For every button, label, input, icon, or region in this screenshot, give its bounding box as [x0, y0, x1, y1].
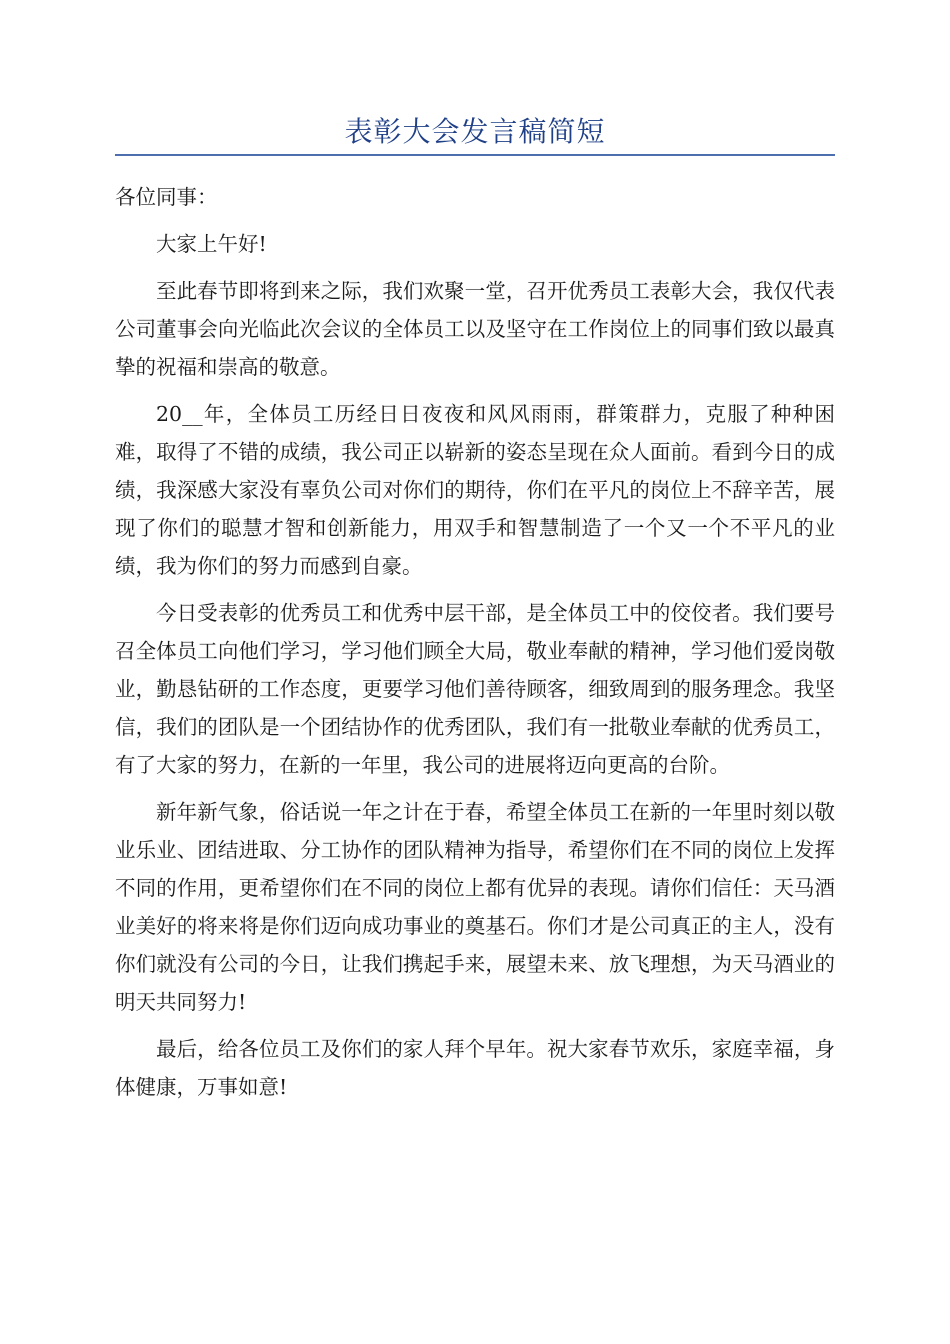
- paragraph-closing: 最后，给各位员工及你们的家人拜个早年。祝大家春节欢乐，家庭幸福，身体健康，万事如意!: [115, 1037, 835, 1099]
- document-body: [115, 178, 835, 1115]
- title-underline: [115, 154, 835, 156]
- paragraph-greeting: 大家上午好!: [156, 232, 267, 256]
- paragraph-new-year: 新年新气象，俗话说一年之计在于春，希望全体员工在新的一年里时刻以敬业乐业、团结进取、分工协作的团队精神为指导，希望你们在不同的岗位上发挥不同的作用，更希望你们在不同的岗位上都有优异的表现。请你们信任：天马酒业美好的将来将是你们迈向成功事业的奠基石。你们才是公司真正的主人，没有你们就没有公司的今日，让我们携起手来，展望未来、放飞理想，为天马酒业的明天共同努力!: [115, 800, 835, 1014]
- paragraph-achievements: 20__年，全体员工历经日日夜夜和风风雨雨，群策群力，克服了种种困难，取得了不错的成绩，我公司正以崭新的姿态呈现在众人面前。看到今日的成绩，我深感大家没有辜负公司对你们的期待，你们在平凡的岗位上不辞辛苦，展现了你们的聪慧才智和创新能力，用双手和智慧制造了一个又一个不平凡的业绩，我为你们的努力而感到自豪。: [115, 402, 835, 578]
- document-title: 表彰大会发言稿简短: [344, 115, 606, 148]
- paragraph-honorees: 今日受表彰的优秀员工和优秀中层干部，是全体员工中的佼佼者。我们要号召全体员工向他们学习，学习他们顾全大局，敬业奉献的精神，学习他们爱岗敬业，勤恳钻研的工作态度，更要学习他们善待顾客，细致周到的服务理念。我坚信，我们的团队是一个团结协作的优秀团队，我们有一批敬业奉献的优秀员工，有了大家的努力，在新的一年里，我公司的进展将迈向更高的台阶。: [115, 601, 835, 777]
- paragraph-opening: 至此春节即将到来之际，我们欢聚一堂，召开优秀员工表彰大会，我仅代表公司董事会向光临此次会议的全体员工以及坚守在工作岗位上的同事们致以最真挚的祝福和崇高的敬意。: [115, 279, 835, 379]
- salutation: 各位同事：: [115, 185, 218, 209]
